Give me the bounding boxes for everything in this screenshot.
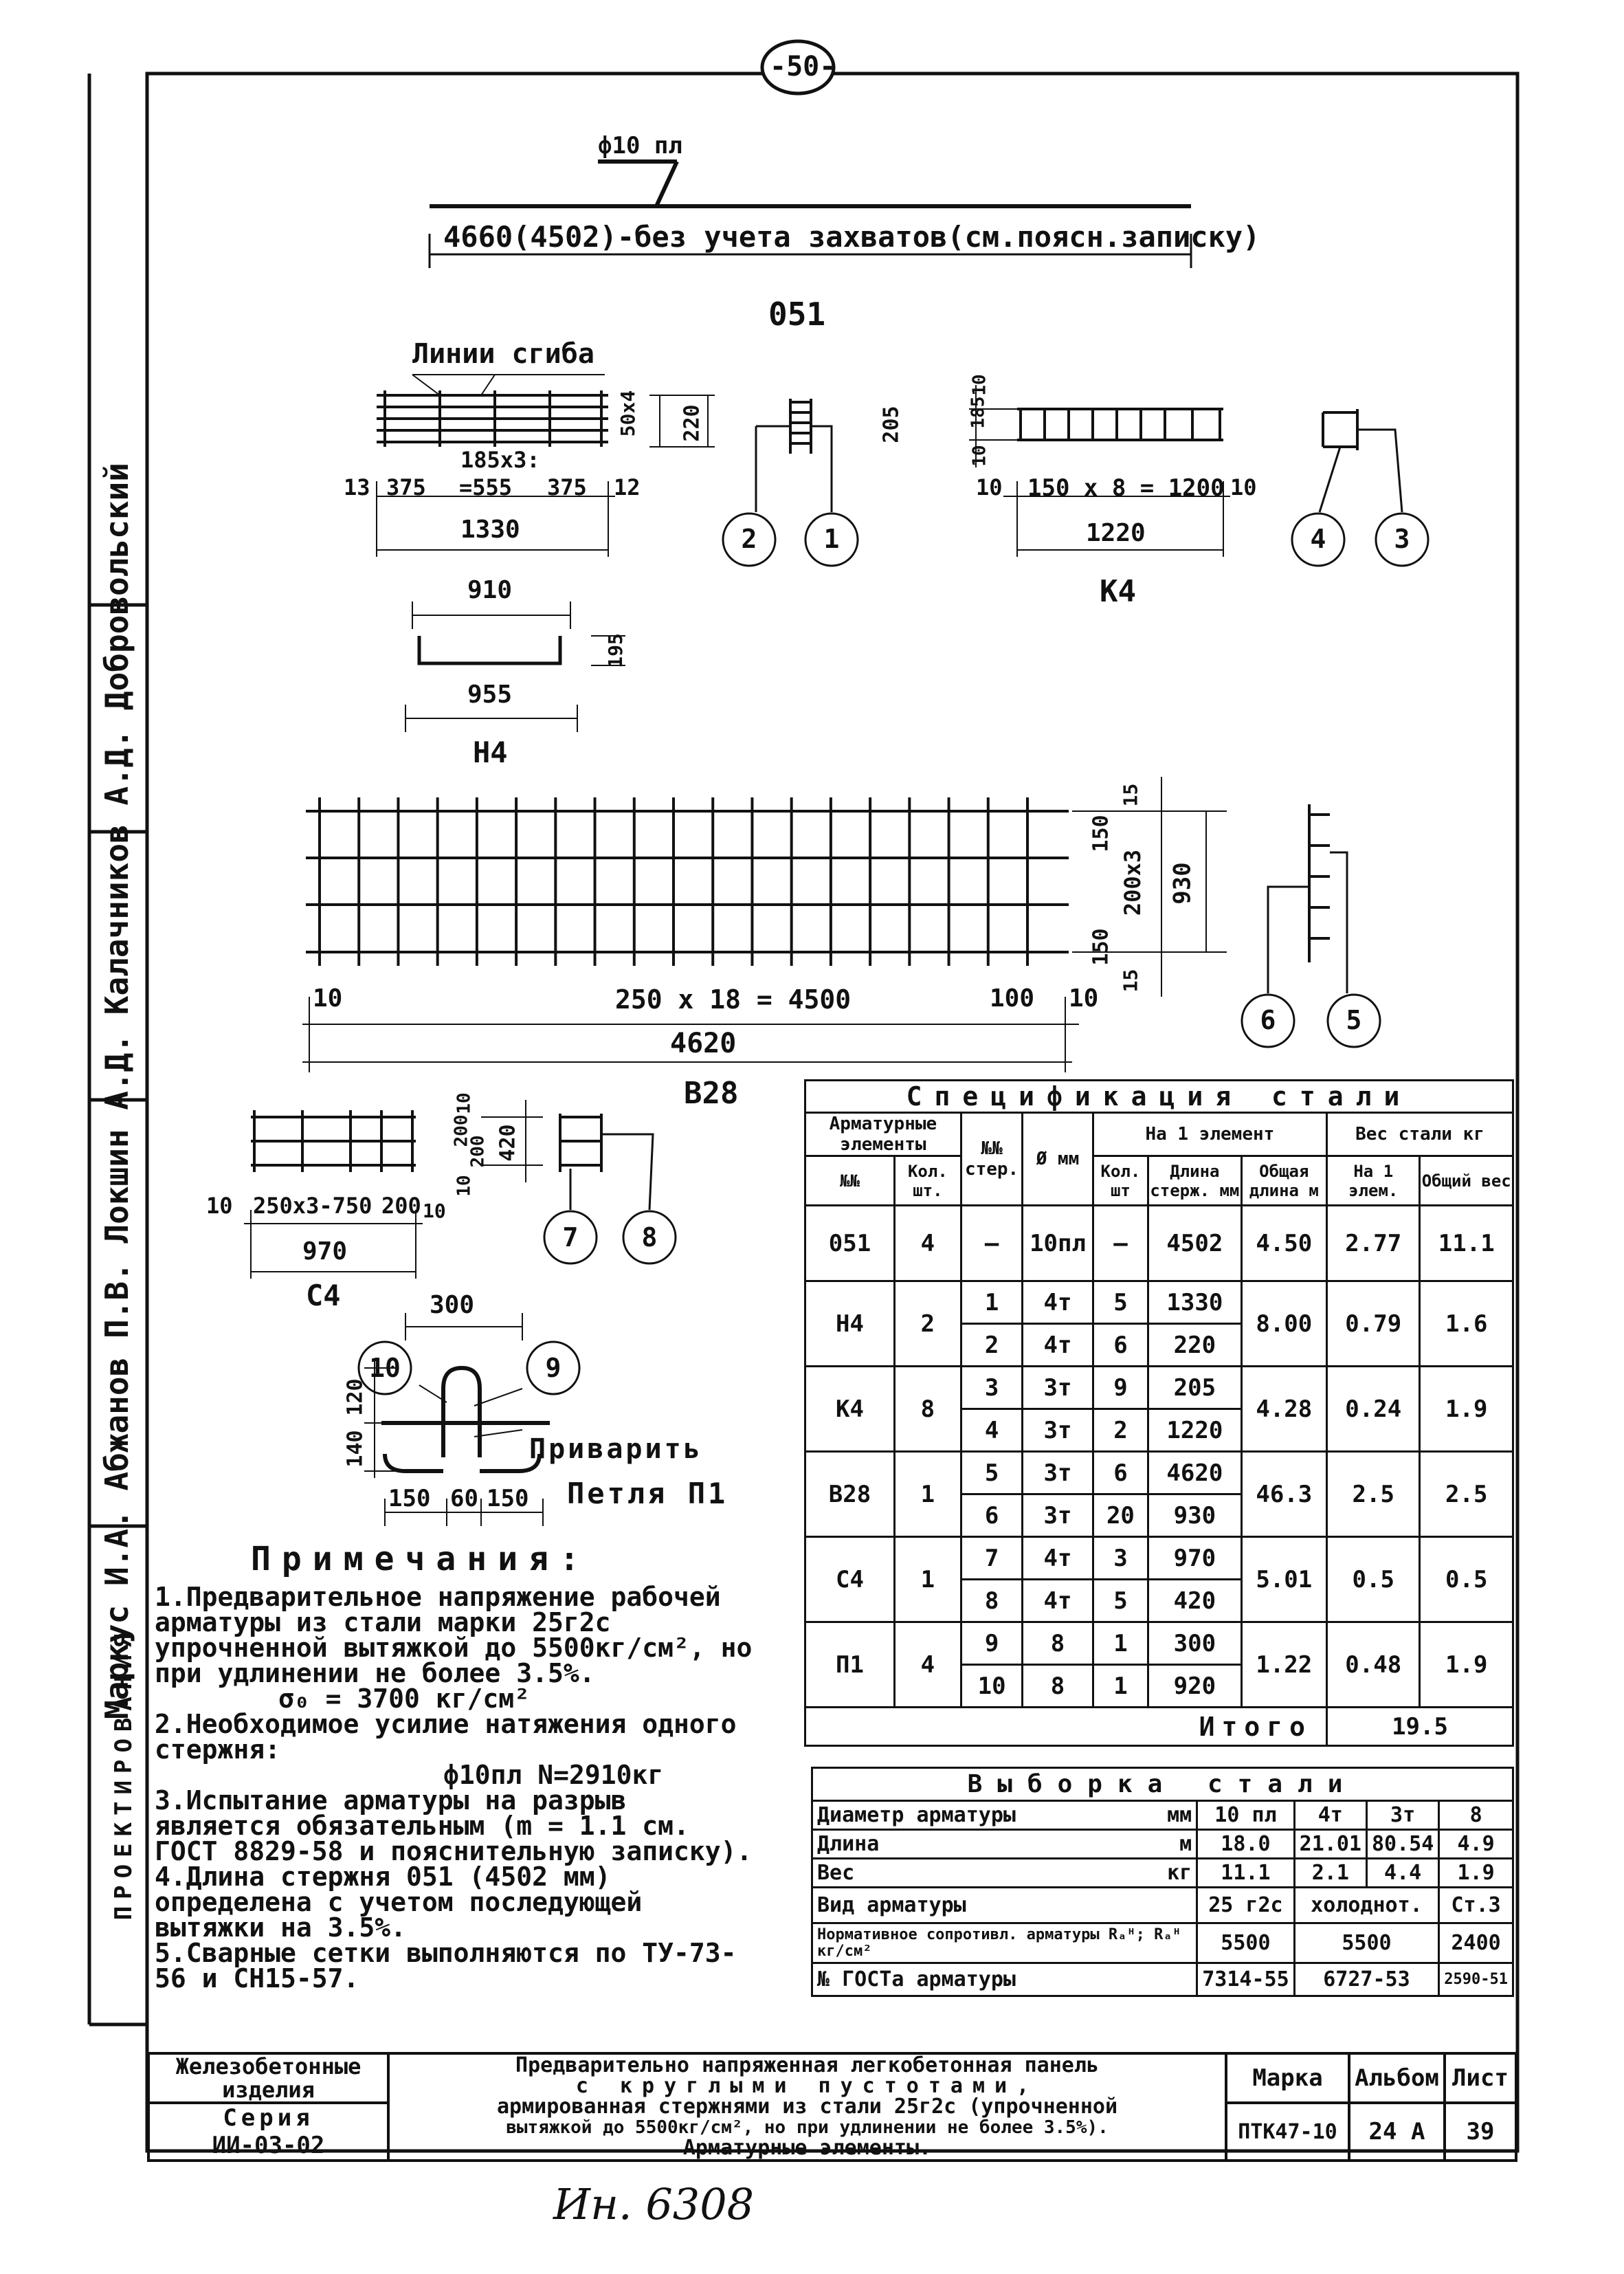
spec-rodno: 6	[961, 1494, 1022, 1537]
spec-total-label: Итого	[805, 1708, 1327, 1746]
table-row	[812, 1923, 1513, 1963]
k4-dim-10a: 10	[969, 374, 990, 396]
table-row	[812, 1801, 1513, 1830]
spec-total-value: 19.5	[1327, 1708, 1513, 1746]
spec-wone: 0.79	[1327, 1281, 1420, 1367]
k4-dim-1220: 1220	[1086, 519, 1146, 547]
c4-dim-200w: 200	[467, 1135, 489, 1168]
spec-wone: 2.77	[1327, 1206, 1420, 1281]
spec-wtotal: 1.6	[1420, 1281, 1513, 1367]
k4-mark-4: 4	[1310, 524, 1326, 554]
spec-head-elements: Арматурные элементы	[805, 1113, 961, 1156]
c4-dim-10b: 10	[423, 1200, 446, 1222]
spec-rodlen: 930	[1148, 1494, 1241, 1537]
spec-diam: 4т	[1023, 1281, 1093, 1324]
spec-diam: 4т	[1023, 1537, 1093, 1580]
spec-mark: С4	[805, 1537, 895, 1622]
h4-dim-375b: 375	[547, 474, 587, 500]
tb-sheet-label: Лист	[1445, 2053, 1516, 2103]
bar-051-diameter: ф10 пл	[598, 132, 682, 159]
b28-dim-10a: 10	[313, 984, 343, 1013]
spec-diam: 3т	[1023, 1452, 1093, 1494]
tb-series: ИИ-03-02	[212, 2132, 325, 2159]
spec-rodlen: 300	[1148, 1622, 1241, 1665]
table-row	[805, 1622, 1513, 1665]
p1-dim-140: 140	[343, 1430, 368, 1468]
b28-dim-4620: 4620	[670, 1028, 737, 1059]
spec-diam: 3т	[1023, 1409, 1093, 1452]
vyborka-c1: 18.0	[1197, 1830, 1294, 1859]
k4-dim-185: 185	[968, 396, 989, 429]
vyborka-unit: м	[1143, 1830, 1197, 1859]
spec-qty: 2	[1093, 1409, 1148, 1452]
table-row	[812, 1963, 1513, 1996]
vyborka-unit: мм	[1143, 1801, 1197, 1830]
tb-series-cell	[148, 2103, 388, 2161]
h4-dim-1330: 1330	[460, 516, 520, 544]
tb-title-line4: вытяжкой до 5500кг/см², но при удлинении не более 3.5%).	[506, 2117, 1109, 2138]
spec-totallen: 46.3	[1241, 1452, 1326, 1537]
b28-dim-15b: 15	[1119, 969, 1142, 993]
note-1: 1.Предварительное напряжение рабочей арматуры из стали марки 25г2с упрочненной вытяжкой до 5500кг/см², но при удлинении не более 3.5%.	[155, 1582, 753, 1688]
b28-dim-10b: 10	[1069, 984, 1099, 1013]
vyborka-c4: 4.9	[1439, 1830, 1513, 1859]
tb-title-line5: Арматурные элементы.	[682, 2136, 932, 2160]
c4-mark: С4	[306, 1279, 341, 1312]
tb-album: 24 А	[1349, 2103, 1445, 2161]
k4-dim-205: 205	[879, 406, 904, 443]
spec-head-rodlen: Длина стерж. мм	[1148, 1156, 1241, 1206]
spec-qty: 1	[1093, 1622, 1148, 1665]
spec-table	[804, 1079, 1514, 1747]
k4-dim-10d: 10	[1230, 474, 1257, 500]
spec-rodno: 8	[961, 1580, 1022, 1622]
vyborka-label: Диаметр арматуры	[812, 1801, 1143, 1830]
table-row	[805, 1281, 1513, 1324]
h4-mark: Н4	[473, 736, 508, 769]
spec-wtotal: 1.9	[1420, 1622, 1513, 1708]
side-signers: Маркус И.А. Абжанов П.В. Локшин А.Д. Калачников А.Д. Добровольский	[98, 463, 135, 1719]
spec-count: 8	[894, 1367, 961, 1452]
notes-title: Примечания:	[251, 1540, 590, 1578]
k4-dim-10c: 10	[976, 474, 1003, 500]
bar-051-mark: 051	[768, 296, 826, 333]
p1-mark-10: 10	[369, 1353, 401, 1383]
spec-diam: 10пл	[1023, 1206, 1093, 1281]
h4-dim-50x4: 50x4	[616, 390, 640, 437]
spec-rodlen: 970	[1148, 1537, 1241, 1580]
spec-wone: 0.48	[1327, 1622, 1420, 1708]
vyborka-gost-label: № ГОСТа арматуры	[812, 1963, 1197, 1996]
note-4: 4.Длина стержня 051 (4502 мм) определена с учетом последующей вытяжки на 3.5%.	[155, 1862, 643, 1943]
k4-mark: К4	[1100, 574, 1136, 609]
c4-dim-970: 970	[302, 1237, 348, 1266]
spec-diam: 8	[1023, 1665, 1093, 1708]
vyborka-c1: 11.1	[1197, 1859, 1294, 1888]
vyborka-gost-c2: 6727-53	[1294, 1963, 1439, 1996]
c4-dim-250x3: 250x3-750	[253, 1193, 372, 1219]
c4-mark-8: 8	[641, 1222, 658, 1252]
title-block	[147, 2052, 1517, 2162]
vyborka-c2: 21.01	[1294, 1830, 1366, 1859]
bar-051-dimension: 4660(4502)-без учета захватов(см.поясн.записку)	[443, 220, 1260, 254]
spec-head-rodno: №№ стер.	[961, 1113, 1022, 1206]
b28-mark: В28	[684, 1076, 739, 1111]
c4-dim-200v: 200	[451, 1114, 472, 1147]
tb-marka-label: Марка	[1226, 2053, 1349, 2103]
spec-rodno: 5	[961, 1452, 1022, 1494]
table-row	[812, 1859, 1513, 1888]
vyborka-c4: 8	[1439, 1801, 1513, 1830]
spec-mark: 051	[805, 1206, 895, 1281]
vyborka-label: Длина	[812, 1830, 1143, 1859]
spec-wtotal: 1.9	[1420, 1367, 1513, 1452]
page-number: -50-	[770, 51, 836, 82]
spec-qty: 5	[1093, 1281, 1148, 1324]
k4-dim-150x8: 150 x 8 = 1200	[1027, 474, 1225, 502]
note-2-force: ф10пл N=2910кг	[443, 1760, 664, 1790]
spec-count: 1	[894, 1537, 961, 1622]
spec-rodno: 9	[961, 1622, 1022, 1665]
h4-dim-910: 910	[467, 576, 513, 604]
side-signers-box	[89, 124, 147, 2024]
h4-dim-955: 955	[467, 681, 513, 709]
spec-rodlen: 1220	[1148, 1409, 1241, 1452]
vyborka-norm-c1: 5500	[1197, 1923, 1294, 1963]
vyborka-norm-c3: 2400	[1439, 1923, 1513, 1963]
c4-dim-10v: 10	[454, 1092, 475, 1114]
vyborka-type-c3: Ст.3	[1439, 1888, 1513, 1923]
spec-head-weight: Вес стали кг	[1327, 1113, 1513, 1156]
spec-mark: К4	[805, 1367, 895, 1452]
spec-wone: 0.24	[1327, 1367, 1420, 1452]
spec-totallen: 5.01	[1241, 1537, 1326, 1622]
p1-mark: Петля П1	[567, 1477, 728, 1510]
note-3: 3.Испытание арматуры на разрыв является обязательным (m = 1.1 см. ГОСТ 8829-58 и пояснительную записку).	[155, 1785, 753, 1866]
spec-diam: 8	[1023, 1622, 1093, 1665]
c4-dim-420: 420	[496, 1124, 520, 1162]
spec-wtotal: 2.5	[1420, 1452, 1513, 1537]
b28-dim-250x18: 250 x 18 = 4500	[615, 984, 852, 1015]
b28-dim-150b: 150	[1089, 928, 1113, 966]
spec-totallen: 1.22	[1241, 1622, 1326, 1708]
vyborka-c4: 1.9	[1439, 1859, 1513, 1888]
spec-mark: В28	[805, 1452, 895, 1537]
vyborka-unit: кг	[1143, 1859, 1197, 1888]
spec-rodno: 7	[961, 1537, 1022, 1580]
h4-dim-13: 13	[344, 474, 370, 500]
table-row	[805, 1206, 1513, 1281]
spec-head-wone: На 1 элем.	[1327, 1156, 1420, 1206]
table-row	[812, 1830, 1513, 1859]
p1-dim-120: 120	[343, 1378, 368, 1416]
note-2: 2.Необходимое усилие натяжения одного стержня:	[155, 1709, 737, 1765]
vyborka-table	[811, 1767, 1514, 1997]
spec-rodlen: 420	[1148, 1580, 1241, 1622]
spec-head-num: №№	[805, 1156, 895, 1206]
spec-mark: П1	[805, 1622, 895, 1708]
spec-wone: 2.5	[1327, 1452, 1420, 1537]
tb-title-line1: Предварительно напряженная легкобетонная панель	[515, 2053, 1099, 2077]
spec-count: 4	[894, 1206, 961, 1281]
h4-dim-555: =555	[459, 474, 513, 500]
b28-dim-200x3: 200x3	[1120, 849, 1146, 916]
inventory-number: Ин. 6308	[553, 2179, 755, 2229]
spec-head-qty: Кол. шт	[1093, 1156, 1148, 1206]
spec-qty: 1	[1093, 1665, 1148, 1708]
spec-rodlen: 1330	[1148, 1281, 1241, 1324]
spec-wtotal: 11.1	[1420, 1206, 1513, 1281]
b28-dim-150a: 150	[1089, 815, 1113, 852]
spec-title: Спецификация стали	[805, 1081, 1513, 1113]
vyborka-c2: 4т	[1294, 1801, 1366, 1830]
h4-dim-185x3: 185x3:	[460, 447, 540, 473]
p1-dim-300: 300	[430, 1291, 475, 1319]
spec-rodlen: 4502	[1148, 1206, 1241, 1281]
k4-mark-3: 3	[1394, 524, 1410, 554]
h4-dim-12: 12	[614, 474, 641, 500]
spec-count: 2	[894, 1281, 961, 1367]
b28-mark-5: 5	[1346, 1005, 1362, 1035]
spec-head-per-element: На 1 элемент	[1093, 1113, 1326, 1156]
tb-sheet: 39	[1445, 2103, 1516, 2161]
p1-weld-label: Приварить	[529, 1433, 703, 1465]
spec-diam: 4т	[1023, 1324, 1093, 1367]
note-1-sigma: σ₀ = 3700 кг/см²	[278, 1684, 531, 1714]
spec-qty: 20	[1093, 1494, 1148, 1537]
tb-title-line2: с круглыми пустотами,	[575, 2074, 1039, 2098]
h4-dim-195: 195	[603, 633, 627, 668]
h4-mark-2: 2	[741, 524, 757, 554]
p1-mark-9: 9	[545, 1353, 561, 1383]
h4-mark-1: 1	[823, 524, 840, 554]
spec-totallen: 4.50	[1241, 1206, 1326, 1281]
spec-rodlen: 920	[1148, 1665, 1241, 1708]
spec-head-diam: Ø мм	[1023, 1113, 1093, 1206]
spec-count: 4	[894, 1622, 961, 1708]
vyborka-type-c2: холоднот.	[1294, 1888, 1439, 1923]
spec-head-count: Кол. шт.	[894, 1156, 961, 1206]
spec-diam: 3т	[1023, 1367, 1093, 1409]
b28-dim-930: 930	[1168, 862, 1197, 905]
spec-rodno: 10	[961, 1665, 1022, 1708]
spec-qty: 6	[1093, 1452, 1148, 1494]
spec-rodno: 3	[961, 1367, 1022, 1409]
spec-totallen: 4.28	[1241, 1367, 1326, 1452]
p1-dim-150b: 150	[487, 1485, 529, 1512]
vyborka-c3: 80.54	[1366, 1830, 1438, 1859]
spec-wone: 0.5	[1327, 1537, 1420, 1622]
spec-rodlen: 4620	[1148, 1452, 1241, 1494]
spec-diam: 4т	[1023, 1580, 1093, 1622]
b28-mark-6: 6	[1260, 1005, 1276, 1035]
spec-rodlen: 205	[1148, 1367, 1241, 1409]
b28-dim-15a: 15	[1119, 783, 1142, 807]
vyborka-c1: 10 пл	[1197, 1801, 1294, 1830]
c4-mark-7: 7	[562, 1222, 579, 1252]
vyborka-type-c1: 25 г2с	[1197, 1888, 1294, 1923]
vyborka-gost-c1: 7314-55	[1197, 1963, 1294, 1996]
spec-wtotal: 0.5	[1420, 1537, 1513, 1622]
spec-qty: 5	[1093, 1580, 1148, 1622]
table-row	[805, 1537, 1513, 1580]
vyborka-norm-c2: 5500	[1294, 1923, 1439, 1963]
tb-series-label: Серия	[223, 2104, 314, 2132]
spec-mark: Н4	[805, 1281, 895, 1367]
spec-rodno: 4	[961, 1409, 1022, 1452]
vyborka-c2: 2.1	[1294, 1859, 1366, 1888]
c4-dim-200: 200	[381, 1193, 421, 1219]
spec-totallen: 8.00	[1241, 1281, 1326, 1367]
tb-title-line3: армированная стержнями из стали 25г2с (упрочненной	[496, 2095, 1118, 2119]
spec-qty: 6	[1093, 1324, 1148, 1367]
spec-rodno: —	[961, 1206, 1022, 1281]
c4-dim-10: 10	[206, 1193, 233, 1219]
spec-qty: 9	[1093, 1367, 1148, 1409]
vyborka-label: Вес	[812, 1859, 1143, 1888]
h4-bend-label: Линии сгиба	[412, 338, 594, 370]
table-row	[812, 1888, 1513, 1923]
h4-dim-375a: 375	[386, 474, 426, 500]
note-5: 5.Сварные сетки выполняются по ТУ-73-56 и СН15-57.	[155, 1938, 737, 1994]
spec-qty: —	[1093, 1206, 1148, 1281]
vyborka-c3: 3т	[1366, 1801, 1438, 1830]
spec-count: 1	[894, 1452, 961, 1537]
tb-title	[388, 2053, 1226, 2161]
table-row	[805, 1452, 1513, 1494]
c4-dim-10w: 10	[454, 1175, 475, 1197]
table-row	[805, 1367, 1513, 1409]
spec-diam: 3т	[1023, 1494, 1093, 1537]
vyborka-type-label: Вид арматуры	[812, 1888, 1197, 1923]
p1-dim-150a: 150	[388, 1485, 431, 1512]
tb-album-label: Альбом	[1349, 2053, 1445, 2103]
h4-dim-220: 220	[680, 404, 704, 442]
spec-head-totallen: Общая длина м	[1241, 1156, 1326, 1206]
b28-dim-100: 100	[990, 984, 1035, 1013]
p1-dim-60: 60	[450, 1485, 478, 1512]
vyborka-gost-c3: 2590-51	[1439, 1963, 1513, 1996]
spec-head-wtotal: Общий вес	[1420, 1156, 1513, 1206]
notes-list	[155, 1582, 759, 1994]
spec-rodno: 1	[961, 1281, 1022, 1324]
vyborka-c3: 4.4	[1366, 1859, 1438, 1888]
k4-dim-10b: 10	[969, 445, 990, 467]
spec-rodlen: 220	[1148, 1324, 1241, 1367]
spec-qty: 3	[1093, 1537, 1148, 1580]
side-department: ПРОЕКТИРОВАНИЯ	[110, 1626, 137, 1921]
tb-marka: ПТК47-10	[1226, 2103, 1349, 2161]
vyborka-norm-label: Нормативное сопротивл. арматуры Rₐᴴ; Rₐᴴ кг/см²	[812, 1923, 1197, 1963]
tb-category: Железобетонные изделия	[148, 2053, 388, 2103]
spec-rodno: 2	[961, 1324, 1022, 1367]
vyborka-title: Выборка стали	[812, 1768, 1513, 1801]
